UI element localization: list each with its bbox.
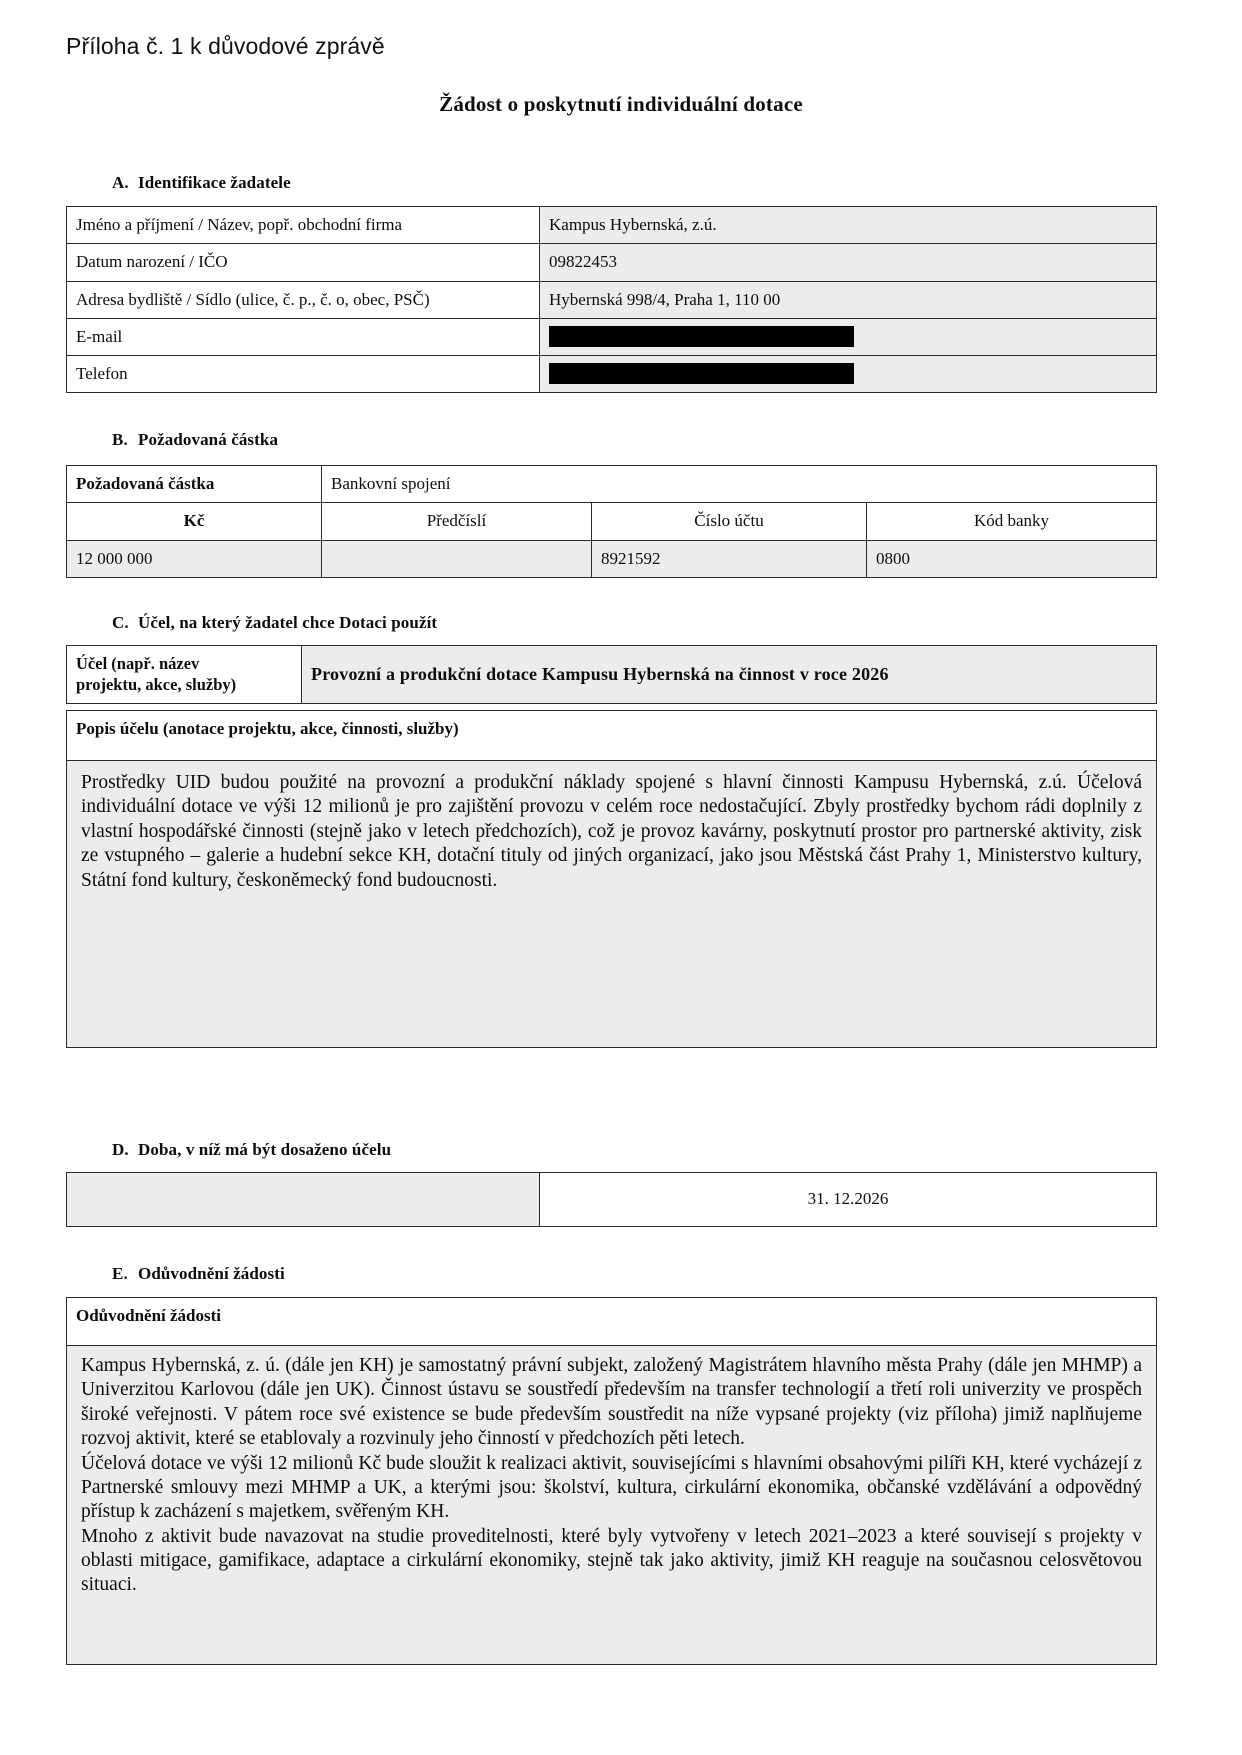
justification-paragraph-2: Účelová dotace ve výši 12 milionů Kč bude sloužit k realizaci aktivit, souvisejícími s hlavními obsahovými pilíři KH, které vycházejí z Partnerské smlouvy mezi MHMP a UK, a kterými jsou: školství, kultura, cirkulární ekonomika, občanské vzdělávání a odpovědný přístup k zacházení s majetkem, svěřeným KH.	[81, 1452, 1142, 1523]
justification-body	[67, 1346, 1157, 1665]
row-value-redacted	[540, 356, 1157, 393]
justification-paragraph-1: Kampus Hybernská, z. ú. (dále jen KH) je samostatný právní subjekt, založený Magistrátem hlavního města Prahy (dále jen MHMP) a Univerzitou Karlovou (dále jen UK). Činnost ústavu se soustředí především na transfer technologií a třetí roli univerzity ve prospěch široké veřejnosti. V pátem roce své existence se bude především soustředit na níže vypsané projekty (viz příloha) jimiž naplňujeme rozvoj aktivit, které se etablovaly a rozvinuly jeho činností v předchozích pěti letech.	[81, 1355, 1142, 1450]
section-d-label: Doba, v níž má být dosaženo účelu	[138, 1140, 392, 1159]
purpose-label-line1: Účel (např. název	[76, 654, 200, 673]
table-row	[67, 503, 1157, 540]
table-row	[67, 761, 1157, 1048]
table-row	[67, 207, 1157, 244]
column-header-currency: Kč	[67, 503, 322, 540]
page-title: Žádost o poskytnutí individuální dotace	[439, 92, 803, 116]
requested-amount-table	[66, 465, 1157, 578]
justification-paragraph-3: Mnoho z aktivit bude navazovat na studie proveditelnosti, které byly vytvořeny v letech 2021–2023 a které souvisejí s projekty v oblasti mitigace, gamifikace, adaptace a cirkulární ekonomiky, stejně tak jako aktivity, jimiž KH reaguje na současnou celosvětovou situaci.	[81, 1525, 1142, 1596]
section-e-label: Odůvodnění žádosti	[138, 1264, 285, 1283]
table-row	[67, 244, 1157, 281]
value-bank-code: 0800	[867, 540, 1157, 577]
redaction-block-email	[549, 326, 854, 347]
attachment-note: Příloha č. 1 k důvodové zprávě	[66, 33, 385, 59]
table-row	[67, 646, 1157, 704]
row-value: Hybernská 998/4, Praha 1, 110 00	[540, 281, 1157, 318]
row-value: 09822453	[540, 244, 1157, 281]
section-b-letter: B.	[112, 430, 128, 449]
table-row	[67, 1298, 1157, 1346]
table-row	[67, 1173, 1157, 1227]
section-b-label: Požadovaná částka	[138, 430, 279, 449]
row-label: E-mail	[67, 318, 540, 355]
value-account-number: 8921592	[592, 540, 867, 577]
justification-table	[66, 1297, 1157, 1665]
purpose-label-line2: projektu, akce, služby)	[76, 675, 237, 695]
section-a-label: Identifikace žadatele	[138, 173, 291, 192]
section-e-letter: E.	[112, 1264, 128, 1283]
table-row	[67, 281, 1157, 318]
section-a-heading	[112, 173, 291, 193]
row-label: Telefon	[67, 356, 540, 393]
table-row	[67, 318, 1157, 355]
table-row	[67, 711, 1157, 761]
row-label: Adresa bydliště / Sídlo (ulice, č. p., č. o, obec, PSČ)	[67, 281, 540, 318]
purpose-description-table	[66, 710, 1157, 1048]
value-prefix	[322, 540, 592, 577]
deadline-value: 31. 12.2026	[540, 1173, 1157, 1227]
description-header: Popis účelu (anotace projektu, akce, činnosti, služby)	[67, 711, 1157, 761]
purpose-label	[67, 646, 302, 704]
applicant-identification-table	[66, 206, 1157, 393]
purpose-table	[66, 645, 1157, 704]
section-c-label: Účel, na který žadatel chce Dotaci použít	[138, 613, 438, 632]
column-header-bank-code: Kód banky	[867, 503, 1157, 540]
row-value-redacted	[540, 318, 1157, 355]
row-label: Datum narození / IČO	[67, 244, 540, 281]
value-amount: 12 000 000	[67, 540, 322, 577]
row-label: Jméno a příjmení / Název, popř. obchodní firma	[67, 207, 540, 244]
description-body	[67, 761, 1157, 1048]
section-d-letter: D.	[112, 1140, 129, 1159]
bank-connection-header: Bankovní spojení	[322, 466, 1157, 503]
amount-header: Požadovaná částka	[67, 466, 322, 503]
table-row	[67, 356, 1157, 393]
table-row	[67, 540, 1157, 577]
table-row	[67, 1346, 1157, 1665]
section-a-letter: A.	[112, 173, 129, 192]
row-value: Kampus Hybernská, z.ú.	[540, 207, 1157, 244]
deadline-empty-label	[67, 1173, 540, 1227]
section-b-heading	[112, 430, 278, 450]
description-paragraph: Prostředky UID budou použité na provozní a produkční náklady spojené s hlavní činnosti Kampusu Hybernská, z.ú. Účelová individuální dotace ve výši 12 milionů je pro zajištění provozu v celém roce nedostačující. Zbyly prostředky bychom rádi doplnily z vlastní hospodářské činnosti (stejně jako v letech předchozích), což je provoz kavárny, poskytnutí prostor pro partnerské aktivity, zisk ze vstupného – galerie a hudební sekce KH, dotační tituly od jiných organizací, jako jsou Městská část Prahy 1, Ministerstvo kultury, Státní fond kultury, českoněmecký fond budoucnosti.	[81, 772, 1142, 891]
table-row	[67, 466, 1157, 503]
column-header-account-number: Číslo účtu	[592, 503, 867, 540]
section-d-heading	[112, 1140, 391, 1160]
deadline-table	[66, 1172, 1157, 1227]
section-c-heading	[112, 613, 437, 633]
redaction-block-telephone	[549, 363, 854, 384]
justification-header: Odůvodnění žádosti	[67, 1298, 1157, 1346]
section-c-letter: C.	[112, 613, 129, 632]
purpose-value: Provozní a produkční dotace Kampusu Hybernská na činnost v roce 2026	[302, 646, 1157, 704]
column-header-prefix: Předčíslí	[322, 503, 592, 540]
section-e-heading	[112, 1264, 285, 1284]
